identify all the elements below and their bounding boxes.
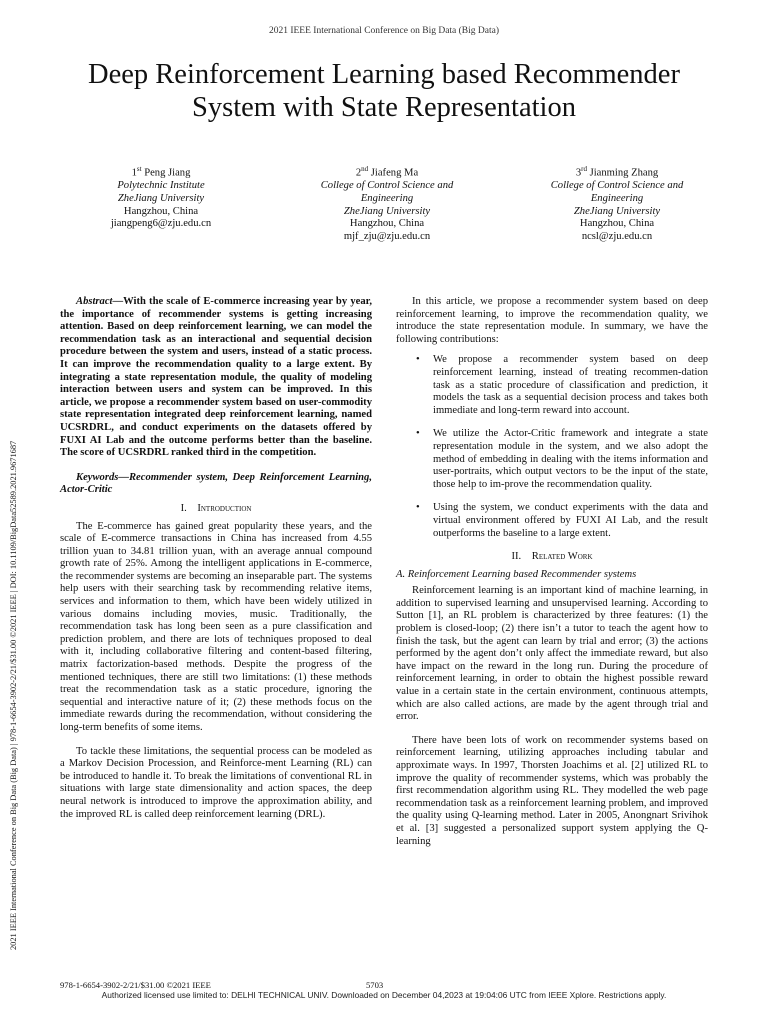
license-notice: Authorized licensed use limited to: DELHI TECHNICAL UNIV. Downloaded on December 04,2023 at 19:04:06 UTC from IEEE Xplore. Restrictions apply. (101, 990, 667, 1000)
author-city: Hangzhou, China (349, 218, 425, 230)
right-column (396, 296, 708, 848)
author-block-3 (512, 163, 722, 244)
author-university: ZheJiang University (343, 205, 431, 217)
intro-paragraph-2: To tackle these limitations, the sequential process can be modeled as a Markov Decision Procession, and Reinforce-ment Learning (RL) can be introduced to handle it. To break the limitations of conventional RL in situations with large state dimensionality and action spaces, the deep neural network is introduced to improve the approximation ability, and the improved RL is called deep reinforcement learning (DRL). (60, 745, 372, 820)
author-name: 1st Peng Jiang (131, 165, 191, 179)
paper-title (40, 58, 728, 124)
author-university: ZheJiang University (573, 205, 661, 217)
author-affiliation: Polytechnic Institute (117, 180, 205, 192)
author-email: jiangpeng6@zju.edu.cn (110, 218, 212, 230)
contributions-intro: In this article, we propose a recommender system based on deep reinforcement learning, to improve the recommendation quality, we introduce the state representation module. In summary, we have the following contributions: (396, 296, 708, 345)
footer-copyright: 978-1-6654-3902-2/21/$31.00 ©2021 IEEE (60, 980, 211, 990)
section-heading-related-work: II. Related Work (511, 551, 593, 563)
page-number: 5703 (366, 980, 384, 990)
abstract-label: Abstract (76, 296, 113, 307)
contributions-list (396, 354, 708, 540)
title-line-1: Deep Reinforcement Learning based Recommender (88, 59, 680, 90)
author-university: ZheJiang University (117, 192, 205, 204)
conference-header: 2021 IEEE International Conference on Big Data (Big Data) (268, 26, 500, 36)
author-name: 3rd Jianming Zhang (575, 165, 659, 179)
list-item: • We utilize the Actor-Critic framework and integrate a state representation module in the system, and we also adopt the method of embedding in dealing with the items information and user-portraits, which output vectors to be the input of the state, those help to im-prove the recommendation quality. (416, 428, 708, 490)
list-item: • We propose a recommender system based on deep reinforcement learning, instead of treating recommen-dation task as a static procedure of classification and prediction, it models the task as a sequential decision process and takes both immediate and long-term reward into account. (416, 354, 708, 416)
related-paragraph-2: There have been lots of work on recommender systems based on reinforcement learning, utilizing approaches including tabular and approximate ways. In 1997, Thorsten Joachims et al. [2] utilized RL to improve the quality of recommender systems, which was probably the first recommendation algorithm using RL. They modelled the web page recommendation task as a reinforcement learning problem, and improved the quality using Q-learning method. Later in 2005, Anongnart Srivihok et al. [3] suggested a personalized support system applying the Q-learning (396, 734, 708, 847)
subsection-heading: A. Reinforcement Learning based Recommender systems (396, 568, 637, 580)
author-affiliation-cont: Engineering (590, 192, 644, 204)
side-citation-strip: 2021 IEEE International Conference on Big Data (Big Data) | 978-1-6654-3902-2/21/$31.00 ©2021 IEEE | DOI: 10.1109/BigData52589.2021.9671687 (9, 440, 18, 950)
abstract-text: —With the scale of E-commerce increasing year by year, the importance of recommender systems is getting increasing attention. Based on deep reinforcement learning, we can model the recommendation task as an interactional and sequential decision procedure between the system and users, instead of a static process. It can improve the recommendation quality to a large extent. By integrating a state representation module, the quality of modeling interaction between users and system can be improved. In this article, we propose a recommender system based on user-commodity state representation integrated deep reinforcement learning, named UCSRDRL, and conduct experiments on the datasets offered by FUXI AI Lab and the outcome performs better than the baseline. The score of UCSRDRL ranked third in the competition. (60, 296, 372, 459)
list-item: • Using the system, we conduct experiments with the data and virtual environment offered by FUXI AI Lab, and the result outperforms the baseline to a large extent. (416, 502, 708, 539)
author-name: 2nd Jiafeng Ma (355, 165, 419, 179)
author-email: ncsl@zju.edu.cn (581, 231, 653, 243)
author-city: Hangzhou, China (123, 205, 199, 217)
author-block-2 (282, 163, 492, 244)
keywords: Keywords—Recommender system, Deep Reinforcement Learning, Actor-Critic (60, 471, 372, 496)
left-column (60, 296, 372, 821)
intro-paragraph-1: The E-commerce has gained great popularity these years, and the scale of E-commerce transactions in China has increased from 4.55 trillion yuan to 34.81 trillion yuan, with an average annual compound growth rate of 25%. Among the intelligent applications in E-commerce, the recommender systems are becoming an inseparable part. The systems help users with their searching task by recommending relative items, services and information to them, which have been widely utilized in various domains including movies, music. Traditionally, the recommendation task has long been seen as a pure classification and prediction problem, and there are lots of techniques proposed to deal with it, including collaborative filtering and content-based filtering, matrix factorization-based methods. Despite the progress of the mentioned techniques, there are still two limitations: (1) these methods treat the recommendation task as a static procedure, ignoring the sequential and interactive nature of it; (2) these methods focus on the immediate rewards during the recommendation, without considering the long-term benefits of some items. (60, 520, 372, 733)
author-affiliation: College of Control Science and (550, 180, 684, 192)
author-city: Hangzhou, China (579, 218, 655, 230)
bullet-icon: • (416, 428, 420, 440)
author-affiliation-cont: Engineering (360, 192, 414, 204)
bullet-icon: • (416, 502, 420, 514)
related-paragraph-1: Reinforcement learning is an important kind of machine learning, in addition to supervised learning and unsupervised learning. According to Sutton [1], an RL problem is characterized by three features: (1) the problem is closed-loop; (2) there isn’t a tutor to teach the agent how to finish the task, but the agent can learn by trial and error; (3) the actions performed by the agent don’t only affect the immediate reward, but also have impact on the reward in the long run. During the procedure of reinforcement learning, in order to obtain the highest possible reward value in a certain state in the certain environment, continuous attempts, which are also called actions, are made by the agent through trial and error. (396, 585, 708, 723)
title-line-2: System with State Representation (192, 92, 576, 123)
abstract (60, 296, 372, 460)
author-affiliation: College of Control Science and (320, 180, 454, 192)
author-email: mjf_zju@zju.edu.cn (343, 231, 431, 243)
author-block-1 (56, 163, 266, 231)
section-heading-introduction: I. Introduction (180, 502, 252, 514)
bullet-icon: • (416, 354, 420, 366)
